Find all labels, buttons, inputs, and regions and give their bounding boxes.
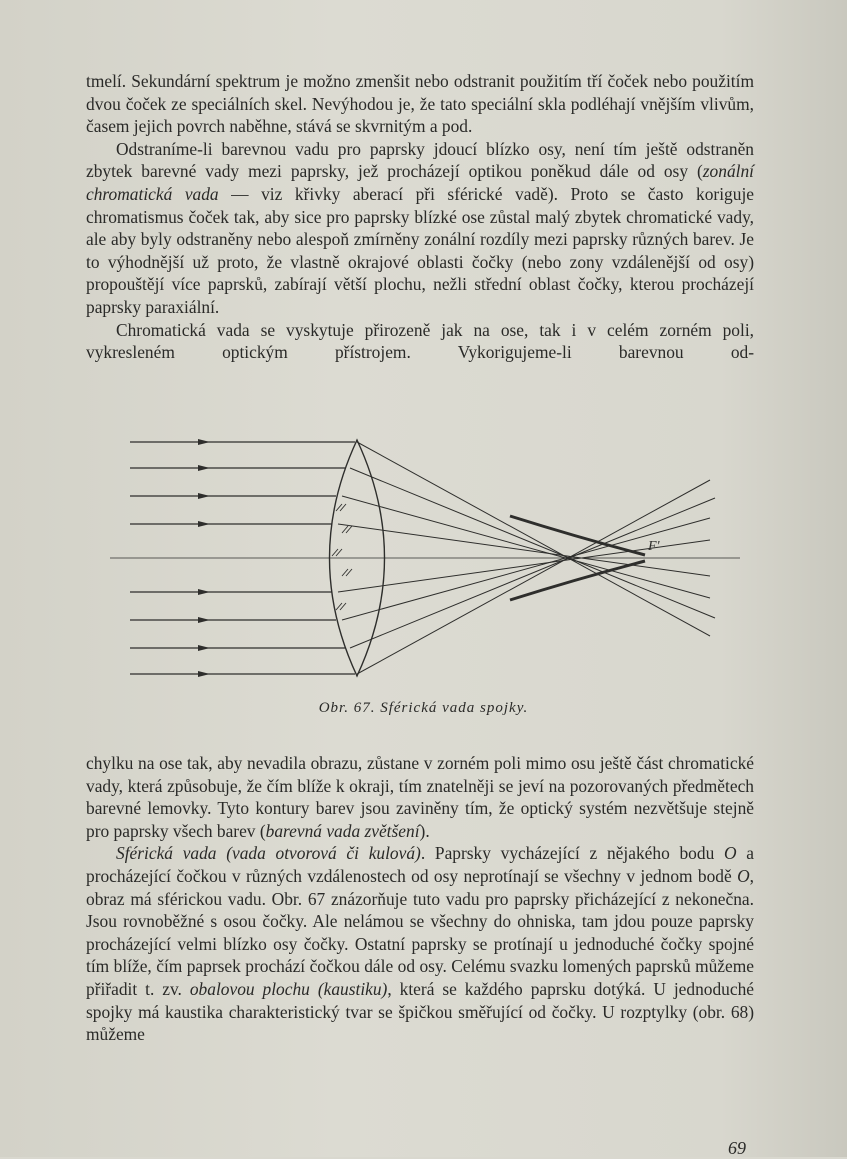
lens-hatching (332, 504, 352, 610)
text-block-top (86, 70, 754, 364)
paragraph: chylku na ose tak, aby nevadila obrazu, zůstane v zorném poli mimo osu ještě část chromatické vady, která způsobuje, že čím blíže k okraji, tím znatelněji se jeví na pozorovaných předmětech barevné lemovky. Tyto kontury barev jsou zaviněny tím, že optický systém nezvětšuje stejně pro paprsky všech barev (barevná vada zvětšení). (86, 753, 754, 841)
paragraph: Chromatická vada se vyskytuje přirozeně jak na ose, tak i v celém zorném poli, vykresleném optickým přístrojem. Vykorigujeme-li barevnou od- (86, 319, 754, 363)
lens-figure (110, 428, 750, 688)
paragraph: tmelí. Sekundární spektrum je možno zmenšit nebo odstranit použitím tří čoček nebo použitím dvou čoček ze speciálních skel. Nevýhodou je, že tato speciální skla podléhají vnějším vlivům, časem jejich povrch naběhne, stává se skvrnitým a pod. (86, 71, 754, 137)
paragraph: Sférická vada (vada otvorová či kulová). Paprsky vycházející z nějakého bodu O a procházející čočkou v různých vzdálenostech od osy neprotínají se všechny v jednom bodě O, obraz má sférickou vadu. Obr. 67 znázorňuje tuto vadu pro paprsky přicházející z nekonečna. Jsou rovnoběžné s osou čočky. Ale nelámou se všechny do ohniska, tam jdou pouze paprsky procházející velmi blízko osy čočky. Ostatní paprsky se protínají u jednoduché čočky spojné tím blíže, čím paprsek prochází čočkou dále od osy. Celému svazku lomených paprsků můžeme přiřadit t. zv. obalovou plochu (kaustiku), která se každého paprsku dotýká. U jednoduché spojky má kaustika charakteristický tvar se špičkou směřující od čočky. U rozptylky (obr. 68) můžeme (86, 843, 754, 1045)
page-number: 69 (728, 1138, 746, 1158)
focus-label: F' (648, 539, 660, 554)
figure-caption: Obr. 67. Sférická vada spojky. (318, 700, 529, 716)
paragraph: Odstraníme-li barevnou vadu pro paprsky jdoucí blízko osy, není tím ještě odstraněn zbytek barevné vady mezi paprsky, jež procházejí optikou poněkud dále od osy (zonální chromatická vada — viz křivky aberací při sférické vadě). Proto se často koriguje chromatismus čoček tak, aby sice pro paprsky blízké ose zůstal malý zbytek chromatické vady, ale aby byly odstraněny nebo alespoň zmírněny zonální rozdíly mezi paprsky různých barev. Je to výhodnější už proto, že vlastně okrajové oblasti čočky (nebo zony vzdálenější od osy) propouštějí více paprsků, zabírají větší plochu, nežli střední oblast čočky, kterou procházejí paprsky paraxiální. (86, 138, 754, 317)
text-block-bottom (86, 752, 754, 1046)
